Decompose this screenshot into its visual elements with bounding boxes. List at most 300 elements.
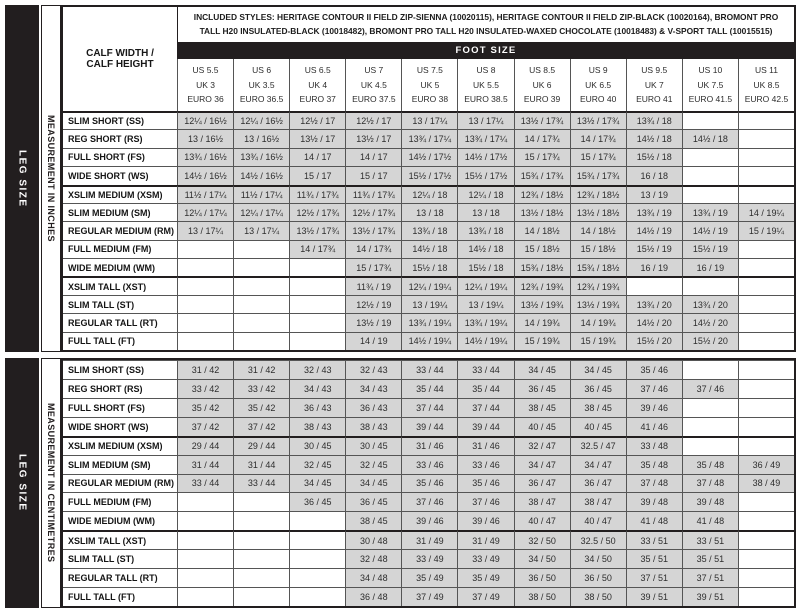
- size-cell: 16 / 19: [626, 258, 682, 276]
- size-cell: 36 / 50: [514, 568, 570, 587]
- size-cell: [738, 111, 794, 129]
- size-cell: 32.5 / 50: [570, 530, 626, 549]
- size-cell: 38 / 50: [570, 587, 626, 606]
- size-cell: 13 / 16½: [233, 129, 289, 147]
- size-cell: 34 / 47: [570, 455, 626, 474]
- foot-size-column-header: [289, 59, 345, 111]
- row-label: FULL SHORT (FS): [63, 398, 177, 417]
- size-cell: 12¼ / 16½: [233, 111, 289, 129]
- size-cell: 14 / 17¾: [345, 240, 401, 258]
- size-cell: 14½ / 19: [682, 221, 738, 239]
- size-cell: 33 / 49: [457, 549, 513, 568]
- size-cell: [233, 258, 289, 276]
- row-label: WIDE SHORT (WS): [63, 417, 177, 436]
- size-cell: 35 / 42: [233, 398, 289, 417]
- size-cell: 39 / 44: [457, 417, 513, 436]
- size-cell: [177, 276, 233, 294]
- size-cell: 13 / 17¼: [177, 221, 233, 239]
- foot-size-us-label: US 9: [588, 64, 608, 75]
- size-cell: 37 / 48: [626, 474, 682, 493]
- size-cell: 38 / 45: [345, 511, 401, 530]
- foot-size-euro-label: EURO 39: [523, 94, 561, 105]
- size-cell: 36 / 45: [345, 492, 401, 511]
- size-cell: 13¾ / 20: [682, 295, 738, 313]
- size-cell: 14 / 19: [345, 332, 401, 350]
- measurement-in-centimetres-label: MEASUREMENT IN CENTIMETRES: [46, 403, 56, 563]
- size-cell: [738, 240, 794, 258]
- size-cell: [177, 240, 233, 258]
- size-cell: 13¾ / 18: [626, 111, 682, 129]
- row-label: REGULAR TALL (RT): [63, 568, 177, 587]
- size-cell: 15 / 17: [289, 166, 345, 184]
- size-cell: 13 / 16½: [177, 129, 233, 147]
- size-cell: 14½ / 20: [682, 313, 738, 331]
- size-cell: [233, 295, 289, 313]
- size-cell: 34 / 45: [289, 474, 345, 493]
- foot-size-euro-label: EURO 40: [579, 94, 617, 105]
- size-cell: 36 / 45: [289, 492, 345, 511]
- size-cell: 39 / 51: [626, 587, 682, 606]
- size-cell: [682, 417, 738, 436]
- size-cell: 14 / 18½: [514, 221, 570, 239]
- foot-size-euro-label: EURO 37.5: [352, 94, 396, 105]
- size-cell: [289, 568, 345, 587]
- size-cell: 13 / 17¼: [233, 221, 289, 239]
- size-cell: 32 / 45: [289, 455, 345, 474]
- foot-size-uk-label: UK 6.5: [585, 79, 612, 90]
- size-cell: 29 / 44: [233, 436, 289, 455]
- size-cell: [738, 185, 794, 203]
- size-cell: 41 / 48: [682, 511, 738, 530]
- size-cell: [738, 313, 794, 331]
- size-cell: 35 / 42: [177, 398, 233, 417]
- size-cell: 15½ / 18: [457, 258, 513, 276]
- size-cell: 14½ / 18: [401, 240, 457, 258]
- size-cell: 37 / 48: [682, 474, 738, 493]
- size-cell: 33 / 48: [626, 436, 682, 455]
- size-cell: 16 / 18: [626, 166, 682, 184]
- foot-size-us-label: US 6.5: [304, 64, 331, 75]
- foot-size-column-header: [233, 59, 289, 111]
- size-cell: 33 / 46: [401, 455, 457, 474]
- size-cell: [289, 511, 345, 530]
- size-cell: 15½ / 19: [626, 240, 682, 258]
- size-cell: 41 / 46: [626, 417, 682, 436]
- size-cell: 30 / 48: [345, 530, 401, 549]
- foot-size-us-label: US 7: [364, 64, 384, 75]
- row-label: REGULAR MEDIUM (RM): [63, 221, 177, 239]
- size-cell: 12¼ / 18: [457, 185, 513, 203]
- size-cell: 39 / 46: [401, 511, 457, 530]
- size-cell: 12¼ / 19¼: [401, 276, 457, 294]
- size-cell: 36 / 45: [570, 379, 626, 398]
- size-cell: 39 / 51: [682, 587, 738, 606]
- foot-size-uk-label: UK 7: [644, 79, 664, 90]
- calf-width-height-label: CALF WIDTH / CALF HEIGHT: [86, 48, 154, 70]
- foot-size-euro-label: EURO 42.5: [744, 94, 789, 105]
- size-cell: 32 / 45: [345, 455, 401, 474]
- size-cell: 33 / 49: [401, 549, 457, 568]
- size-cell: 36 / 43: [345, 398, 401, 417]
- size-cell: 37 / 46: [457, 492, 513, 511]
- size-cell: 14½ / 18: [682, 129, 738, 147]
- size-cell: 11½ / 17¼: [177, 185, 233, 203]
- size-cell: [289, 587, 345, 606]
- size-cell: 14 / 17: [289, 148, 345, 166]
- size-cell: 37 / 46: [401, 492, 457, 511]
- foot-size-header: FOOT SIZE: [177, 42, 794, 59]
- size-cell: 13 / 19: [626, 185, 682, 203]
- size-cell: [682, 436, 738, 455]
- size-cell: [738, 492, 794, 511]
- size-cell: 15 / 17¾: [345, 258, 401, 276]
- size-cell: 40 / 47: [570, 511, 626, 530]
- size-cell: [738, 148, 794, 166]
- size-cell: [177, 530, 233, 549]
- size-cell: 15½ / 17½: [457, 166, 513, 184]
- size-cell: [738, 549, 794, 568]
- foot-size-us-label: US 7.5: [416, 64, 443, 75]
- row-label: FULL MEDIUM (FM): [63, 240, 177, 258]
- size-cell: 38 / 50: [514, 587, 570, 606]
- size-cell: 13½ / 18½: [570, 203, 626, 221]
- size-cell: [177, 332, 233, 350]
- size-cell: 31 / 42: [233, 360, 289, 379]
- size-cell: 39 / 46: [457, 511, 513, 530]
- size-cell: 29 / 44: [177, 436, 233, 455]
- row-label: SLIM TALL (ST): [63, 295, 177, 313]
- row-label: SLIM MEDIUM (SM): [63, 455, 177, 474]
- size-cell: 34 / 48: [345, 568, 401, 587]
- included-styles-header: INCLUDED STYLES: HERITAGE CONTOUR II FIELD ZIP-SIENNA (10020115), HERITAGE CONTOUR II FIELD ZIP-BLACK (10020164), BROMONT PRO TALL H20 INSULATED-BLACK (10018482), BROMONT PRO TALL H20 INSULATED-WAXED CHOCOLATE (10018483) & V-SPORT TALL (10015515): [177, 7, 794, 42]
- foot-size-uk-label: UK 5: [420, 79, 440, 90]
- size-cell: [233, 568, 289, 587]
- size-cell: 13¾ / 19: [682, 203, 738, 221]
- size-cell: 32 / 47: [514, 436, 570, 455]
- size-cell: 13½ / 17¾: [289, 221, 345, 239]
- size-cell: 12¼ / 17¼: [177, 203, 233, 221]
- size-cell: 14½ / 19¼: [457, 332, 513, 350]
- size-cell: [682, 185, 738, 203]
- size-cell: 11¾ / 17¾: [345, 185, 401, 203]
- size-cell: 36 / 47: [514, 474, 570, 493]
- size-cell: [289, 549, 345, 568]
- size-cell: 12¾ / 18½: [570, 185, 626, 203]
- size-cell: 40 / 45: [514, 417, 570, 436]
- size-cell: 40 / 45: [570, 417, 626, 436]
- size-cell: [738, 587, 794, 606]
- size-cell: [289, 295, 345, 313]
- size-cell: 34 / 50: [514, 549, 570, 568]
- size-cell: 15 / 18½: [514, 240, 570, 258]
- size-cell: 16 / 19: [682, 258, 738, 276]
- size-cell: [233, 549, 289, 568]
- size-cell: 31 / 42: [177, 360, 233, 379]
- size-cell: 13 / 18: [401, 203, 457, 221]
- row-label: WIDE SHORT (WS): [63, 166, 177, 184]
- size-cell: 13 / 18: [457, 203, 513, 221]
- size-cell: 13 / 19¼: [401, 295, 457, 313]
- size-cell: 15½ / 20: [682, 332, 738, 350]
- size-cell: 33 / 42: [177, 379, 233, 398]
- row-label: WIDE MEDIUM (WM): [63, 258, 177, 276]
- size-cell: 36 / 47: [570, 474, 626, 493]
- size-cell: [289, 332, 345, 350]
- size-cell: 34 / 43: [289, 379, 345, 398]
- size-cell: [177, 568, 233, 587]
- size-cell: [738, 258, 794, 276]
- size-cell: 37 / 51: [682, 568, 738, 587]
- size-cell: 12¾ / 19¾: [570, 276, 626, 294]
- foot-size-euro-label: EURO 41.5: [688, 94, 733, 105]
- centimetres-table: [61, 358, 796, 608]
- leg-size-label: LEG SIZE: [16, 454, 28, 512]
- size-cell: 35 / 48: [682, 455, 738, 474]
- size-cell: 15 / 19¾: [514, 332, 570, 350]
- size-cell: 36 / 49: [738, 455, 794, 474]
- size-cell: 13 / 19¼: [457, 295, 513, 313]
- foot-size-euro-label: EURO 38.5: [464, 94, 508, 105]
- size-cell: 36 / 48: [345, 587, 401, 606]
- size-cell: 14 / 19¾: [514, 313, 570, 331]
- size-cell: 34 / 45: [514, 360, 570, 379]
- size-cell: 12¼ / 17¼: [233, 203, 289, 221]
- size-cell: [738, 166, 794, 184]
- size-cell: 34 / 47: [514, 455, 570, 474]
- size-cell: 14½ / 16½: [233, 166, 289, 184]
- size-cell: 15 / 19¾: [570, 332, 626, 350]
- foot-size-us-label: US 9.5: [641, 64, 668, 75]
- size-cell: [177, 549, 233, 568]
- size-cell: 38 / 45: [570, 398, 626, 417]
- size-cell: [233, 332, 289, 350]
- size-cell: 35 / 44: [401, 379, 457, 398]
- leg-size-label: LEG SIZE: [16, 149, 28, 208]
- size-cell: 37 / 46: [682, 379, 738, 398]
- size-cell: 13¾ / 19¼: [401, 313, 457, 331]
- row-label: SLIM TALL (ST): [63, 549, 177, 568]
- size-cell: [738, 332, 794, 350]
- size-cell: [682, 111, 738, 129]
- size-cell: 32 / 43: [289, 360, 345, 379]
- size-cell: 41 / 48: [626, 511, 682, 530]
- size-cell: 15 / 17: [345, 166, 401, 184]
- row-label: XSLIM TALL (XST): [63, 530, 177, 549]
- size-cell: [233, 511, 289, 530]
- foot-size-column-header: [514, 59, 570, 111]
- measurement-strip-centimetres: [41, 358, 61, 608]
- foot-size-euro-label: EURO 36: [187, 94, 224, 105]
- size-cell: 15½ / 18: [401, 258, 457, 276]
- foot-size-column-header: [401, 59, 457, 111]
- row-label: XSLIM TALL (XST): [63, 276, 177, 294]
- section-centimetres: [5, 358, 796, 608]
- foot-size-column-header: [457, 59, 513, 111]
- size-cell: 11½ / 17¼: [233, 185, 289, 203]
- size-cell: 37 / 44: [401, 398, 457, 417]
- size-cell: 13½ / 19¾: [514, 295, 570, 313]
- size-cell: 35 / 49: [457, 568, 513, 587]
- size-cell: [177, 258, 233, 276]
- size-cell: 15 / 17¾: [514, 148, 570, 166]
- row-label: REG SHORT (RS): [63, 129, 177, 147]
- size-cell: 38 / 43: [345, 417, 401, 436]
- size-cell: 36 / 50: [570, 568, 626, 587]
- size-cell: 39 / 48: [626, 492, 682, 511]
- size-cell: 13½ / 19: [345, 313, 401, 331]
- size-cell: 13¾ / 16½: [233, 148, 289, 166]
- size-cell: 13¾ / 18: [457, 221, 513, 239]
- size-cell: [738, 511, 794, 530]
- size-cell: 11¾ / 19: [345, 276, 401, 294]
- size-cell: 37 / 51: [626, 568, 682, 587]
- size-cell: 12½ / 17: [289, 111, 345, 129]
- size-cell: 14½ / 19¼: [401, 332, 457, 350]
- size-cell: 32 / 48: [345, 549, 401, 568]
- size-cell: [682, 148, 738, 166]
- size-cell: 12¾ / 18½: [514, 185, 570, 203]
- size-cell: 39 / 48: [682, 492, 738, 511]
- row-label: XSLIM MEDIUM (XSM): [63, 185, 177, 203]
- foot-size-column-header: [570, 59, 626, 111]
- size-cell: 14½ / 18: [626, 129, 682, 147]
- size-cell: 13¾ / 17¼: [401, 129, 457, 147]
- size-cell: [626, 276, 682, 294]
- size-cell: [289, 530, 345, 549]
- size-cell: [682, 360, 738, 379]
- foot-size-column-header: [682, 59, 738, 111]
- row-label: SLIM SHORT (SS): [63, 111, 177, 129]
- size-cell: 30 / 45: [289, 436, 345, 455]
- size-cell: 14 / 17¾: [289, 240, 345, 258]
- size-cell: 12¾ / 19¾: [514, 276, 570, 294]
- measurement-strip-inches: [41, 5, 61, 352]
- size-cell: [177, 313, 233, 331]
- size-cell: [233, 240, 289, 258]
- foot-size-uk-label: UK 7.5: [697, 79, 724, 90]
- size-cell: [738, 295, 794, 313]
- foot-size-uk-label: UK 3: [196, 79, 215, 90]
- foot-size-euro-label: EURO 41: [636, 94, 673, 105]
- size-cell: 14½ / 20: [626, 313, 682, 331]
- size-cell: 35 / 51: [626, 549, 682, 568]
- size-cell: [738, 360, 794, 379]
- size-cell: 14 / 18½: [570, 221, 626, 239]
- size-cell: 15½ / 19: [682, 240, 738, 258]
- size-cell: 14½ / 19: [626, 221, 682, 239]
- size-cell: [233, 530, 289, 549]
- measurement-in-inches-label: MEASUREMENT IN INCHES: [46, 115, 56, 242]
- size-cell: [233, 587, 289, 606]
- size-cell: [233, 313, 289, 331]
- size-cell: 31 / 46: [401, 436, 457, 455]
- size-cell: 31 / 49: [401, 530, 457, 549]
- size-cell: 35 / 44: [457, 379, 513, 398]
- foot-size-us-label: US 8: [476, 64, 496, 75]
- foot-size-uk-label: UK 5.5: [472, 79, 499, 90]
- row-label: REGULAR MEDIUM (RM): [63, 474, 177, 493]
- size-cell: 12½ / 17¾: [345, 203, 401, 221]
- size-cell: 12¼ / 18: [401, 185, 457, 203]
- size-cell: 32 / 43: [345, 360, 401, 379]
- size-cell: [289, 276, 345, 294]
- size-cell: 12½ / 19: [345, 295, 401, 313]
- size-cell: 36 / 45: [514, 379, 570, 398]
- inches-table: [61, 5, 796, 352]
- size-cell: 15½ / 17½: [401, 166, 457, 184]
- size-cell: 15 / 17¾: [570, 148, 626, 166]
- size-cell: 38 / 47: [570, 492, 626, 511]
- size-cell: 31 / 49: [457, 530, 513, 549]
- row-label: FULL TALL (FT): [63, 587, 177, 606]
- size-cell: 12½ / 17: [345, 111, 401, 129]
- size-cell: 14 / 17: [345, 148, 401, 166]
- size-cell: 34 / 45: [570, 360, 626, 379]
- foot-size-column-header: [738, 59, 794, 111]
- size-cell: 35 / 46: [401, 474, 457, 493]
- size-cell: 11¾ / 17¾: [289, 185, 345, 203]
- size-cell: 33 / 51: [682, 530, 738, 549]
- size-cell: 38 / 47: [514, 492, 570, 511]
- row-label: FULL SHORT (FS): [63, 148, 177, 166]
- size-cell: [738, 436, 794, 455]
- size-cell: 12¼ / 19¼: [457, 276, 513, 294]
- size-cell: 15½ / 18: [626, 148, 682, 166]
- foot-size-us-label: US 10: [698, 64, 723, 75]
- foot-size-uk-label: UK 4.5: [360, 79, 387, 90]
- size-cell: [177, 511, 233, 530]
- foot-size-us-label: US 8.5: [529, 64, 556, 75]
- size-cell: [177, 295, 233, 313]
- leg-size-sidebar-centimetres: [5, 358, 39, 608]
- size-cell: 32 / 50: [514, 530, 570, 549]
- row-label: REGULAR TALL (RT): [63, 313, 177, 331]
- size-cell: 33 / 44: [177, 474, 233, 493]
- foot-size-us-label: US 5.5: [192, 64, 219, 75]
- size-cell: 38 / 45: [514, 398, 570, 417]
- size-cell: 13 / 17¼: [401, 111, 457, 129]
- foot-size-uk-label: UK 8.5: [753, 79, 780, 90]
- size-cell: 34 / 45: [345, 474, 401, 493]
- size-cell: 14 / 19¾: [570, 313, 626, 331]
- size-cell: 31 / 46: [457, 436, 513, 455]
- size-cell: 13½ / 17: [345, 129, 401, 147]
- size-cell: [738, 417, 794, 436]
- size-cell: [177, 492, 233, 511]
- size-cell: [233, 492, 289, 511]
- size-cell: 33 / 44: [233, 474, 289, 493]
- size-cell: 35 / 46: [457, 474, 513, 493]
- size-cell: 37 / 49: [457, 587, 513, 606]
- size-cell: 37 / 49: [401, 587, 457, 606]
- row-label: SLIM SHORT (SS): [63, 360, 177, 379]
- size-cell: 15½ / 20: [626, 332, 682, 350]
- size-cell: 13¾ / 19¼: [457, 313, 513, 331]
- row-label: FULL TALL (FT): [63, 332, 177, 350]
- size-cell: 35 / 51: [682, 549, 738, 568]
- foot-size-euro-label: EURO 38: [411, 94, 449, 105]
- size-cell: 15¾ / 18½: [570, 258, 626, 276]
- size-cell: [682, 398, 738, 417]
- size-cell: 34 / 43: [345, 379, 401, 398]
- size-cell: 33 / 42: [233, 379, 289, 398]
- size-cell: 13¾ / 20: [626, 295, 682, 313]
- size-cell: 14 / 19¼: [738, 203, 794, 221]
- foot-size-euro-label: EURO 37: [299, 94, 336, 105]
- size-cell: 33 / 51: [626, 530, 682, 549]
- foot-size-uk-label: UK 6: [532, 79, 552, 90]
- size-cell: 33 / 44: [457, 360, 513, 379]
